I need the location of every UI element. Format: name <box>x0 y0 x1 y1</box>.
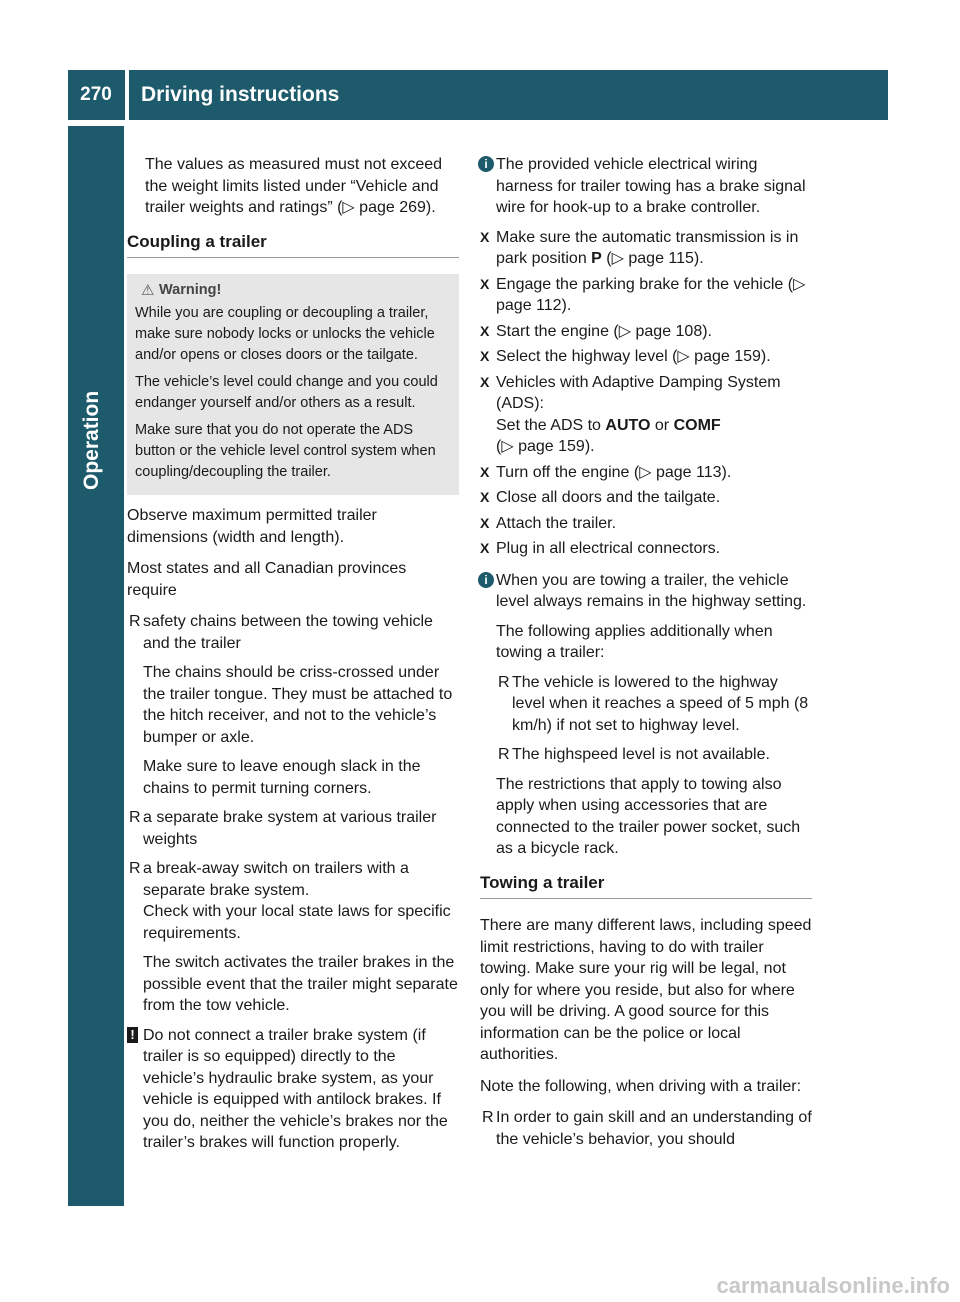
step-item <box>480 462 812 484</box>
bullet-icon: R <box>498 673 510 691</box>
step-item <box>480 346 812 368</box>
list-item <box>480 672 812 737</box>
list-item-text: a break-away switch on trailers with a separate brake system. <box>143 860 409 899</box>
info-text: The provided vehicle electrical wiring harness for trailer towing has a brake signal wire for hook-up to a brake controller. <box>496 156 806 216</box>
step-arrow-icon: X <box>480 348 490 364</box>
step-item <box>480 513 812 535</box>
list-item-text: Check with your local state laws for specific requirements. <box>143 903 451 942</box>
step-text: Close all doors and the tailgate. <box>496 489 721 506</box>
step-text-bold: COMF <box>673 416 721 434</box>
step-arrow-icon: X <box>480 322 490 339</box>
section-tab <box>68 126 124 1206</box>
step-text: Turn off the engine (▷ page 113). <box>496 463 732 481</box>
step-text-bold: P <box>591 250 602 267</box>
step-text: Start the engine (▷ page 108). <box>496 322 712 340</box>
step-text: Set the ADS to <box>496 416 606 434</box>
list-item-text: In order to gain skill and an understanding of the vehicle’s behavior, you should <box>496 1109 812 1148</box>
step-text: Vehicles with Adaptive Damping System (ADS): <box>496 373 781 412</box>
info-detail: The restrictions that apply to towing also apply when using accessories that are connected to the trailer power socket, such as a bicycle rack. <box>496 775 801 857</box>
watermark: carmanualsonline.info <box>716 1272 950 1298</box>
info-icon: i <box>478 572 494 588</box>
warning-title-text: Warning! <box>159 282 222 298</box>
step-text: Select the highway level (▷ page 159). <box>496 348 771 365</box>
list-item-text: The vehicle is lowered to the highway level when it reaches a speed of 5 mph (8 km/h) if not set to highway level. <box>512 673 809 734</box>
step-arrow-icon: X <box>480 228 490 245</box>
exclamation-icon: ! <box>127 1027 138 1043</box>
step-item <box>480 274 812 317</box>
step-arrow-icon: X <box>480 463 490 480</box>
list-item-detail: Make sure to leave enough slack in the chains to permit turning corners. <box>143 758 421 797</box>
info-icon: i <box>478 156 494 172</box>
warning-paragraph: The vehicle’s level could change and you could endanger yourself and/or others as a result. <box>135 374 438 411</box>
warning-title <box>135 280 451 301</box>
bullet-icon: R <box>498 746 510 763</box>
header-divider <box>125 70 129 120</box>
warning-paragraph: Make sure that you do not operate the ADS button or the vehicle level control system when coupling/decoupling the trailer. <box>135 422 436 480</box>
list-item <box>480 744 812 766</box>
step-text: Attach the trailer. <box>496 514 617 532</box>
step-text: or <box>650 416 674 434</box>
info-block <box>480 154 812 219</box>
step-arrow-icon: X <box>480 373 490 390</box>
step-item <box>480 321 812 343</box>
warning-paragraph: While you are coupling or decoupling a trailer, make sure nobody locks or unlocks the vehicle and/or opens or closes doors or the tailgate. <box>135 305 435 363</box>
step-text: (▷ page 159). <box>496 438 595 455</box>
paragraph-states: Most states and all Canadian provinces require <box>127 560 407 599</box>
list-item <box>127 807 459 850</box>
note-text: Do not connect a trailer brake system (if trailer is so equipped) directly to the vehicle’s hydraulic brake system, as your vehicle is equipped with antilock brakes. If you do, neither the vehicle’s brakes nor the trailer’s brakes will function properly. <box>143 1026 448 1151</box>
list-item <box>127 858 459 944</box>
paragraph-laws: There are many different laws, including speed limit restrictions, having to do with trailer towing. Make sure your rig will be legal, not only for where you reside, but also for where you will be driving. A good source for this information can be the police or local authorities. <box>480 917 812 1063</box>
step-arrow-icon: X <box>480 275 490 292</box>
step-item <box>480 487 812 509</box>
list-item <box>480 1107 812 1150</box>
step-item <box>480 372 812 458</box>
page-number: 270 <box>80 84 112 106</box>
bullet-icon: R <box>129 860 141 877</box>
step-text-bold: AUTO <box>605 416 651 434</box>
paragraph-note: Note the following, when driving with a trailer: <box>480 1077 802 1095</box>
section-label: Operation <box>80 390 103 490</box>
info-block <box>480 570 812 613</box>
right-column <box>480 154 812 1158</box>
list-item-text: a separate brake system at various trailer weights <box>143 809 437 848</box>
step-arrow-icon: X <box>480 540 490 556</box>
section-heading-towing: Towing a trailer <box>480 872 812 900</box>
list-item-detail: The chains should be criss-crossed under the trailer tongue. They must be attached to the hitch receiver, and not to the vehicle’s bumper or axle. <box>143 664 453 746</box>
list-item-text: safety chains between the towing vehicle and the trailer <box>143 613 433 652</box>
step-text: (▷ page 115). <box>601 250 704 267</box>
step-text: Engage the parking brake for the vehicle (▷ page 112). <box>496 275 806 314</box>
warning-box <box>127 274 459 495</box>
warning-icon: ⚠ <box>141 282 155 299</box>
bullet-icon: R <box>129 809 141 826</box>
list-item <box>127 611 459 654</box>
note-block <box>127 1025 459 1154</box>
list-item-text: The highspeed level is not available. <box>512 746 770 763</box>
step-arrow-icon: X <box>480 514 490 531</box>
paragraph-observe: Observe maximum permitted trailer dimensions (width and length). <box>127 507 377 546</box>
bullet-icon: R <box>482 1109 494 1126</box>
list-item-detail: The switch activates the trailer brakes in the possible event that the trailer might separate from the tow vehicle. <box>143 954 458 1014</box>
step-text: Make sure the automatic transmission is in park position <box>496 228 799 267</box>
info-detail: The following applies additionally when towing a trailer: <box>496 622 773 661</box>
section-heading-coupling: Coupling a trailer <box>127 231 459 259</box>
step-item <box>480 538 812 560</box>
step-item <box>480 227 812 270</box>
left-column <box>127 154 459 1162</box>
page-title: Driving instructions <box>141 83 340 107</box>
step-arrow-icon: X <box>480 489 490 505</box>
info-text: When you are towing a trailer, the vehicle level always remains in the highway setting. <box>496 571 807 610</box>
bullet-icon: R <box>129 613 141 630</box>
step-text: Plug in all electrical connectors. <box>496 540 721 557</box>
intro-paragraph: The values as measured must not exceed the weight limits listed under “Vehicle and trailer weights and ratings” (▷ page 269). <box>145 156 443 216</box>
